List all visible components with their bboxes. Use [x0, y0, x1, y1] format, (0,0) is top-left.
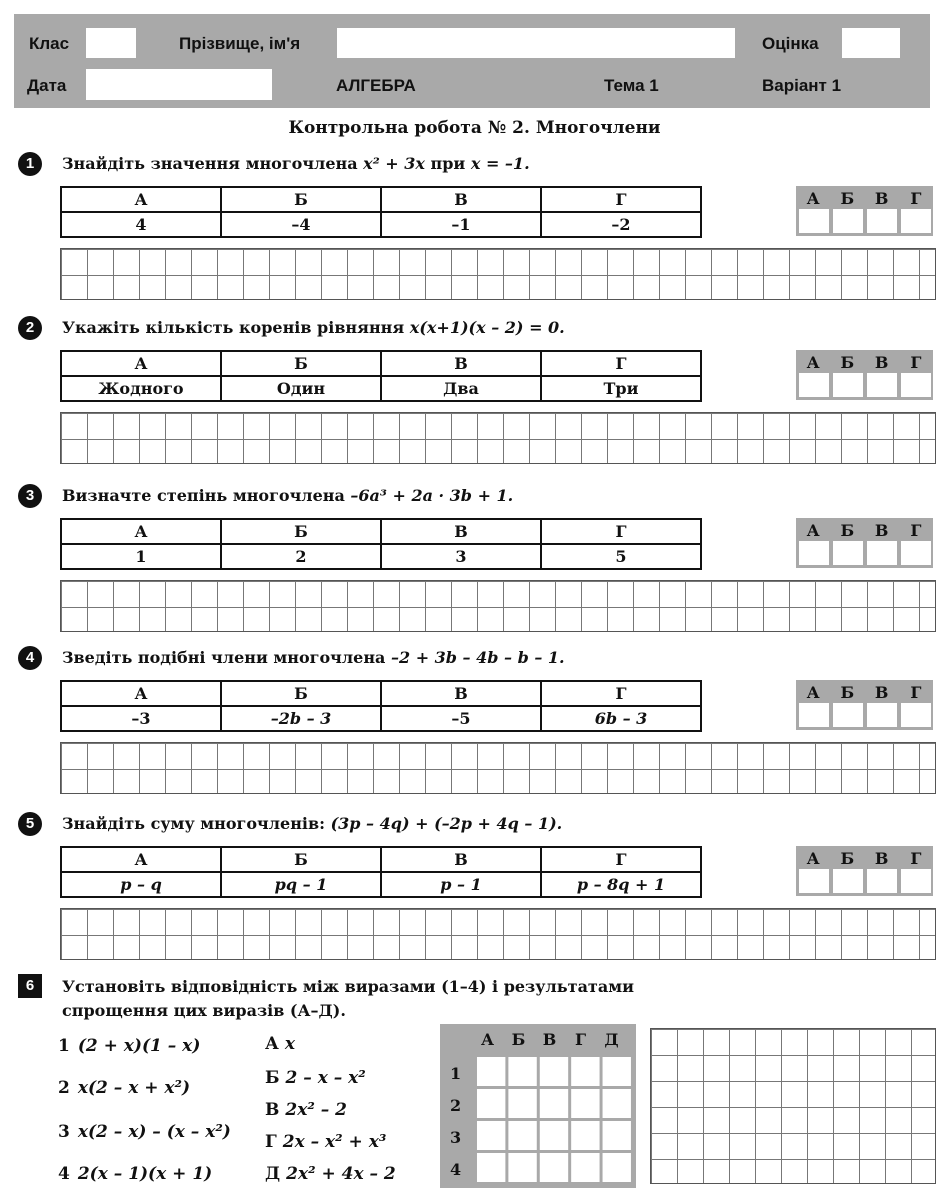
- answer-cells: [799, 373, 931, 397]
- answer-letter-3: Г: [910, 849, 922, 868]
- option-value-1: –4: [221, 212, 381, 237]
- task6-expression-2: 2 x(2 – x + x²): [58, 1078, 191, 1098]
- matrix-col-g: Г: [574, 1030, 587, 1049]
- answer-letter-2: В: [874, 849, 889, 868]
- question-text: Укажіть кількість коренів рівняння: [62, 318, 405, 337]
- subject-label: АЛГЕБРА: [336, 76, 416, 95]
- task-question-5: [62, 814, 562, 833]
- answer-letters: [796, 189, 933, 208]
- answer-cell-1[interactable]: [833, 703, 863, 727]
- option-header-2: В: [381, 187, 541, 212]
- answer-letter-0: А: [806, 521, 820, 540]
- class-field[interactable]: [86, 28, 136, 58]
- task6-line2: спрощення цих виразів (А–Д).: [62, 1001, 346, 1020]
- options-header-row: [61, 351, 701, 376]
- answer-cell-0[interactable]: [799, 869, 829, 893]
- answer-box-2: [796, 350, 933, 400]
- name-label: Прізвище, ім'я: [179, 34, 301, 53]
- answer-box-1: [796, 186, 933, 236]
- answer-box-4: [796, 680, 933, 730]
- question-text: Знайдіть значення многочлена: [62, 154, 358, 173]
- options-header-row: [61, 519, 701, 544]
- option-header-1: Б: [221, 187, 381, 212]
- grade-field[interactable]: [842, 28, 900, 58]
- matrix-col-v: В: [542, 1030, 557, 1049]
- answer-letter-2: В: [874, 683, 889, 702]
- options-table-4: [60, 680, 702, 732]
- matrix-row-3: 3: [450, 1128, 462, 1147]
- task6-result-a: А x: [265, 1034, 295, 1054]
- option-header-0: А: [61, 681, 221, 706]
- matrix-col-a: А: [480, 1030, 495, 1049]
- option-value-3: Три: [541, 376, 701, 401]
- option-value-3: p – 8q + 1: [541, 872, 701, 897]
- options-value-row: [61, 706, 701, 731]
- variant-label: Варіант 1: [762, 76, 842, 95]
- option-header-0: А: [61, 519, 221, 544]
- option-header-1: Б: [221, 847, 381, 872]
- answer-letter-1: Б: [840, 521, 855, 540]
- task6-expression-1: 1 (2 + x)(1 – x): [58, 1036, 201, 1056]
- answer-cell-3[interactable]: [901, 703, 931, 727]
- answer-box-3: [796, 518, 933, 568]
- question-text: Визначте степінь многочлена: [62, 486, 345, 505]
- option-header-1: Б: [221, 681, 381, 706]
- answer-box-5: [796, 846, 933, 896]
- option-value-3: 5: [541, 544, 701, 569]
- matrix-row-4: 4: [450, 1160, 462, 1179]
- options-value-row: [61, 544, 701, 569]
- option-value-0: Жодного: [61, 376, 221, 401]
- option-value-2: –5: [381, 706, 541, 731]
- answer-letter-3: Г: [910, 683, 922, 702]
- answer-cell-2[interactable]: [867, 373, 897, 397]
- option-header-1: Б: [221, 351, 381, 376]
- task-number-2: 2: [18, 316, 42, 340]
- answer-letter-2: В: [874, 353, 889, 372]
- answer-cell-3[interactable]: [901, 209, 931, 233]
- topic-label: Тема 1: [604, 76, 659, 95]
- task6-result-d: Д 2x² + 4x – 2: [265, 1164, 396, 1184]
- answer-cell-2[interactable]: [867, 541, 897, 565]
- answer-letter-3: Г: [910, 521, 922, 540]
- question-math: (3p – 4q) + (–2p + 4q – 1).: [330, 814, 563, 833]
- task6-line1: Установіть відповідність між виразами (1–4) і результатами: [62, 977, 634, 996]
- task-question-1: [62, 154, 530, 173]
- answer-letter-0: А: [806, 683, 820, 702]
- option-header-2: В: [381, 351, 541, 376]
- option-header-3: Г: [541, 187, 701, 212]
- answer-cells: [799, 869, 931, 893]
- task-number-6: 6: [18, 974, 42, 998]
- answer-cell-0[interactable]: [799, 209, 829, 233]
- option-value-0: 1: [61, 544, 221, 569]
- option-header-0: А: [61, 847, 221, 872]
- answer-letters: [796, 849, 933, 868]
- task-question-4: [62, 648, 565, 667]
- option-header-2: В: [381, 847, 541, 872]
- matrix-answer-cells[interactable]: [474, 1054, 631, 1182]
- answer-letter-1: Б: [840, 849, 855, 868]
- option-value-0: 4: [61, 212, 221, 237]
- option-value-1: Один: [221, 376, 381, 401]
- work-grid-1[interactable]: [60, 248, 936, 300]
- options-table-1: [60, 186, 702, 238]
- question-math: –2 + 3b – 4b – b – 1.: [390, 648, 565, 667]
- answer-letter-1: Б: [840, 189, 855, 208]
- task6-question: [62, 975, 634, 1023]
- task-number-4: 4: [18, 646, 42, 670]
- date-label: Дата: [27, 76, 67, 95]
- option-header-3: Г: [541, 847, 701, 872]
- option-value-3: 6b – 3: [541, 706, 701, 731]
- task-number-1: 1: [18, 152, 42, 176]
- name-field[interactable]: [337, 28, 735, 58]
- date-field[interactable]: [86, 69, 272, 100]
- options-header-row: [61, 681, 701, 706]
- option-header-0: А: [61, 187, 221, 212]
- work-grid-4[interactable]: [60, 742, 936, 794]
- matrix-col-d: Д: [604, 1030, 619, 1049]
- matrix-column-headers: [472, 1030, 627, 1049]
- work-grid-2[interactable]: [60, 412, 936, 464]
- page-title: Контрольна робота № 2. Многочлени: [288, 118, 661, 138]
- answer-cell-0[interactable]: [799, 541, 829, 565]
- work-grid-3[interactable]: [60, 580, 936, 632]
- task-question-2: [62, 318, 565, 337]
- task6-result-v: В 2x² – 2: [265, 1100, 347, 1120]
- matrix-col-b: Б: [511, 1030, 526, 1049]
- answer-cell-0[interactable]: [799, 703, 829, 727]
- task6-work-grid[interactable]: [650, 1028, 936, 1184]
- answer-letter-2: В: [874, 189, 889, 208]
- answer-cell-2[interactable]: [867, 703, 897, 727]
- option-value-1: pq – 1: [221, 872, 381, 897]
- question-math: x² + 3x: [363, 154, 425, 173]
- answer-letter-0: А: [806, 189, 820, 208]
- answer-letter-1: Б: [840, 683, 855, 702]
- option-value-2: Два: [381, 376, 541, 401]
- task-question-3: [62, 486, 513, 505]
- task-number-5: 5: [18, 812, 42, 836]
- answer-letter-2: В: [874, 521, 889, 540]
- option-header-3: Г: [541, 519, 701, 544]
- answer-letter-1: Б: [840, 353, 855, 372]
- answer-cell-1[interactable]: [833, 541, 863, 565]
- question-text: Зведіть подібні члени многочлена: [62, 648, 386, 667]
- header-band: [14, 14, 930, 108]
- option-value-2: –1: [381, 212, 541, 237]
- class-label: Клас: [29, 34, 70, 53]
- answer-letter-0: А: [806, 849, 820, 868]
- option-value-1: –2b – 3: [221, 706, 381, 731]
- matrix-row-1: 1: [450, 1064, 462, 1083]
- answer-cell-0[interactable]: [799, 373, 829, 397]
- question-math: x(x+1)(x – 2) = 0.: [409, 318, 565, 337]
- answer-cells: [799, 541, 931, 565]
- answer-cell-3[interactable]: [901, 541, 931, 565]
- answer-letters: [796, 521, 933, 540]
- options-value-row: [61, 212, 701, 237]
- options-value-row: [61, 376, 701, 401]
- options-header-row: [61, 847, 701, 872]
- question-math: –6a³ + 2a · 3b + 1.: [350, 486, 514, 505]
- options-value-row: [61, 872, 701, 897]
- question-tail: при: [430, 154, 466, 173]
- answer-cell-3[interactable]: [901, 373, 931, 397]
- answer-cells: [799, 209, 931, 233]
- answer-cell-1[interactable]: [833, 869, 863, 893]
- answer-cell-1[interactable]: [833, 209, 863, 233]
- options-header-row: [61, 187, 701, 212]
- task6-result-b: Б 2 – x – x²: [265, 1068, 366, 1088]
- answer-letter-3: Г: [910, 353, 922, 372]
- option-value-2: p – 1: [381, 872, 541, 897]
- answer-cell-2[interactable]: [867, 869, 897, 893]
- task-number-3: 3: [18, 484, 42, 508]
- options-table-2: [60, 350, 702, 402]
- task6-expression-4: 4 2(x – 1)(x + 1): [58, 1164, 213, 1184]
- answer-cell-2[interactable]: [867, 209, 897, 233]
- option-value-2: 3: [381, 544, 541, 569]
- work-grid-5[interactable]: [60, 908, 936, 960]
- option-value-0: p – q: [61, 872, 221, 897]
- question-math-2: x = –1.: [470, 154, 530, 173]
- option-header-1: Б: [221, 519, 381, 544]
- matrix-row-2: 2: [450, 1096, 462, 1115]
- task6-expression-3: 3 x(2 – x) – (x – x²): [58, 1122, 231, 1142]
- answer-letters: [796, 353, 933, 372]
- grade-label: Оцінка: [762, 34, 819, 53]
- task6-result-g: Г 2x – x² + x³: [265, 1132, 387, 1152]
- options-table-3: [60, 518, 702, 570]
- answer-cell-3[interactable]: [901, 869, 931, 893]
- option-header-2: В: [381, 681, 541, 706]
- option-header-3: Г: [541, 351, 701, 376]
- answer-cell-1[interactable]: [833, 373, 863, 397]
- task6-answer-matrix: [440, 1024, 636, 1188]
- option-value-0: –3: [61, 706, 221, 731]
- answer-letters: [796, 683, 933, 702]
- question-text: Знайдіть суму многочленів:: [62, 814, 326, 833]
- answer-letter-3: Г: [910, 189, 922, 208]
- option-value-1: 2: [221, 544, 381, 569]
- answer-cells: [799, 703, 931, 727]
- option-value-3: –2: [541, 212, 701, 237]
- options-table-5: [60, 846, 702, 898]
- option-header-0: А: [61, 351, 221, 376]
- option-header-2: В: [381, 519, 541, 544]
- option-header-3: Г: [541, 681, 701, 706]
- answer-letter-0: А: [806, 353, 820, 372]
